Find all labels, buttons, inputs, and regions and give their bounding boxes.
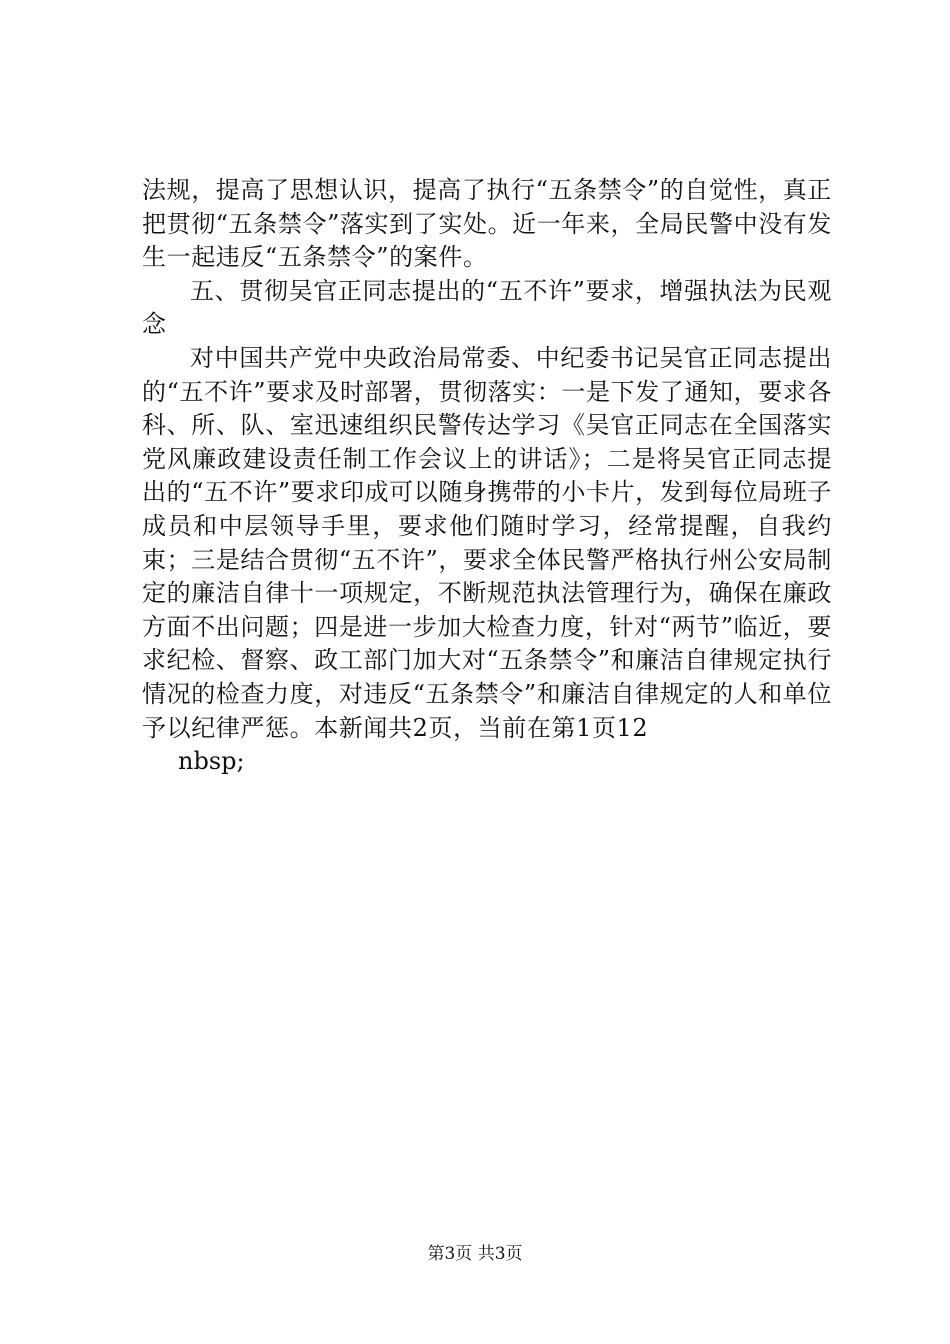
document-body — [142, 174, 832, 779]
nbsp-artifact: nbsp; — [178, 747, 245, 776]
page-footer: 第3页 共3页 — [427, 1244, 523, 1264]
paragraph-body: 对中国共产党中央政治局常委、中纪委书记吴官正同志提出的“五不许”要求及时部署，贯彻落实：一是下发了通知，要求各科、所、队、室迅速组织民警传达学习《吴官正同志在全国落实党风廉政建设责任制工作会议上的讲话》；二是将吴官正同志提出的“五不许”要求印成可以随身携带的小卡片，发到每位局班子成员和中层领导手里，要求他们随时学习，经常提醒，自我约束；三是结合贯彻“五不许”，要求全体民警严格执行州公安局制定的廉洁自律十一项规定，不断规范执法管理行为，确保在廉政方面不出问题；四是进一步加大检查力度，针对“两节”临近，要求纪检、督察、政工部门加大对“五条禁令”和廉洁自律规定执行情况的检查力度，对违反“五条禁令”和廉洁自律规定的人和单位予以纪律严惩。本新闻共2页，当前在第1页12 — [142, 343, 832, 742]
section-heading: 五、贯彻吴官正同志提出的“五不许”要求，增强执法为民观念 — [142, 276, 832, 339]
paragraph-continued: 法规，提高了思想认识，提高了执行“五条禁令”的自觉性，真正把贯彻“五条禁令”落实到了实处。近一年来，全局民警中没有发生一起违反“五条禁令”的案件。 — [142, 176, 832, 272]
